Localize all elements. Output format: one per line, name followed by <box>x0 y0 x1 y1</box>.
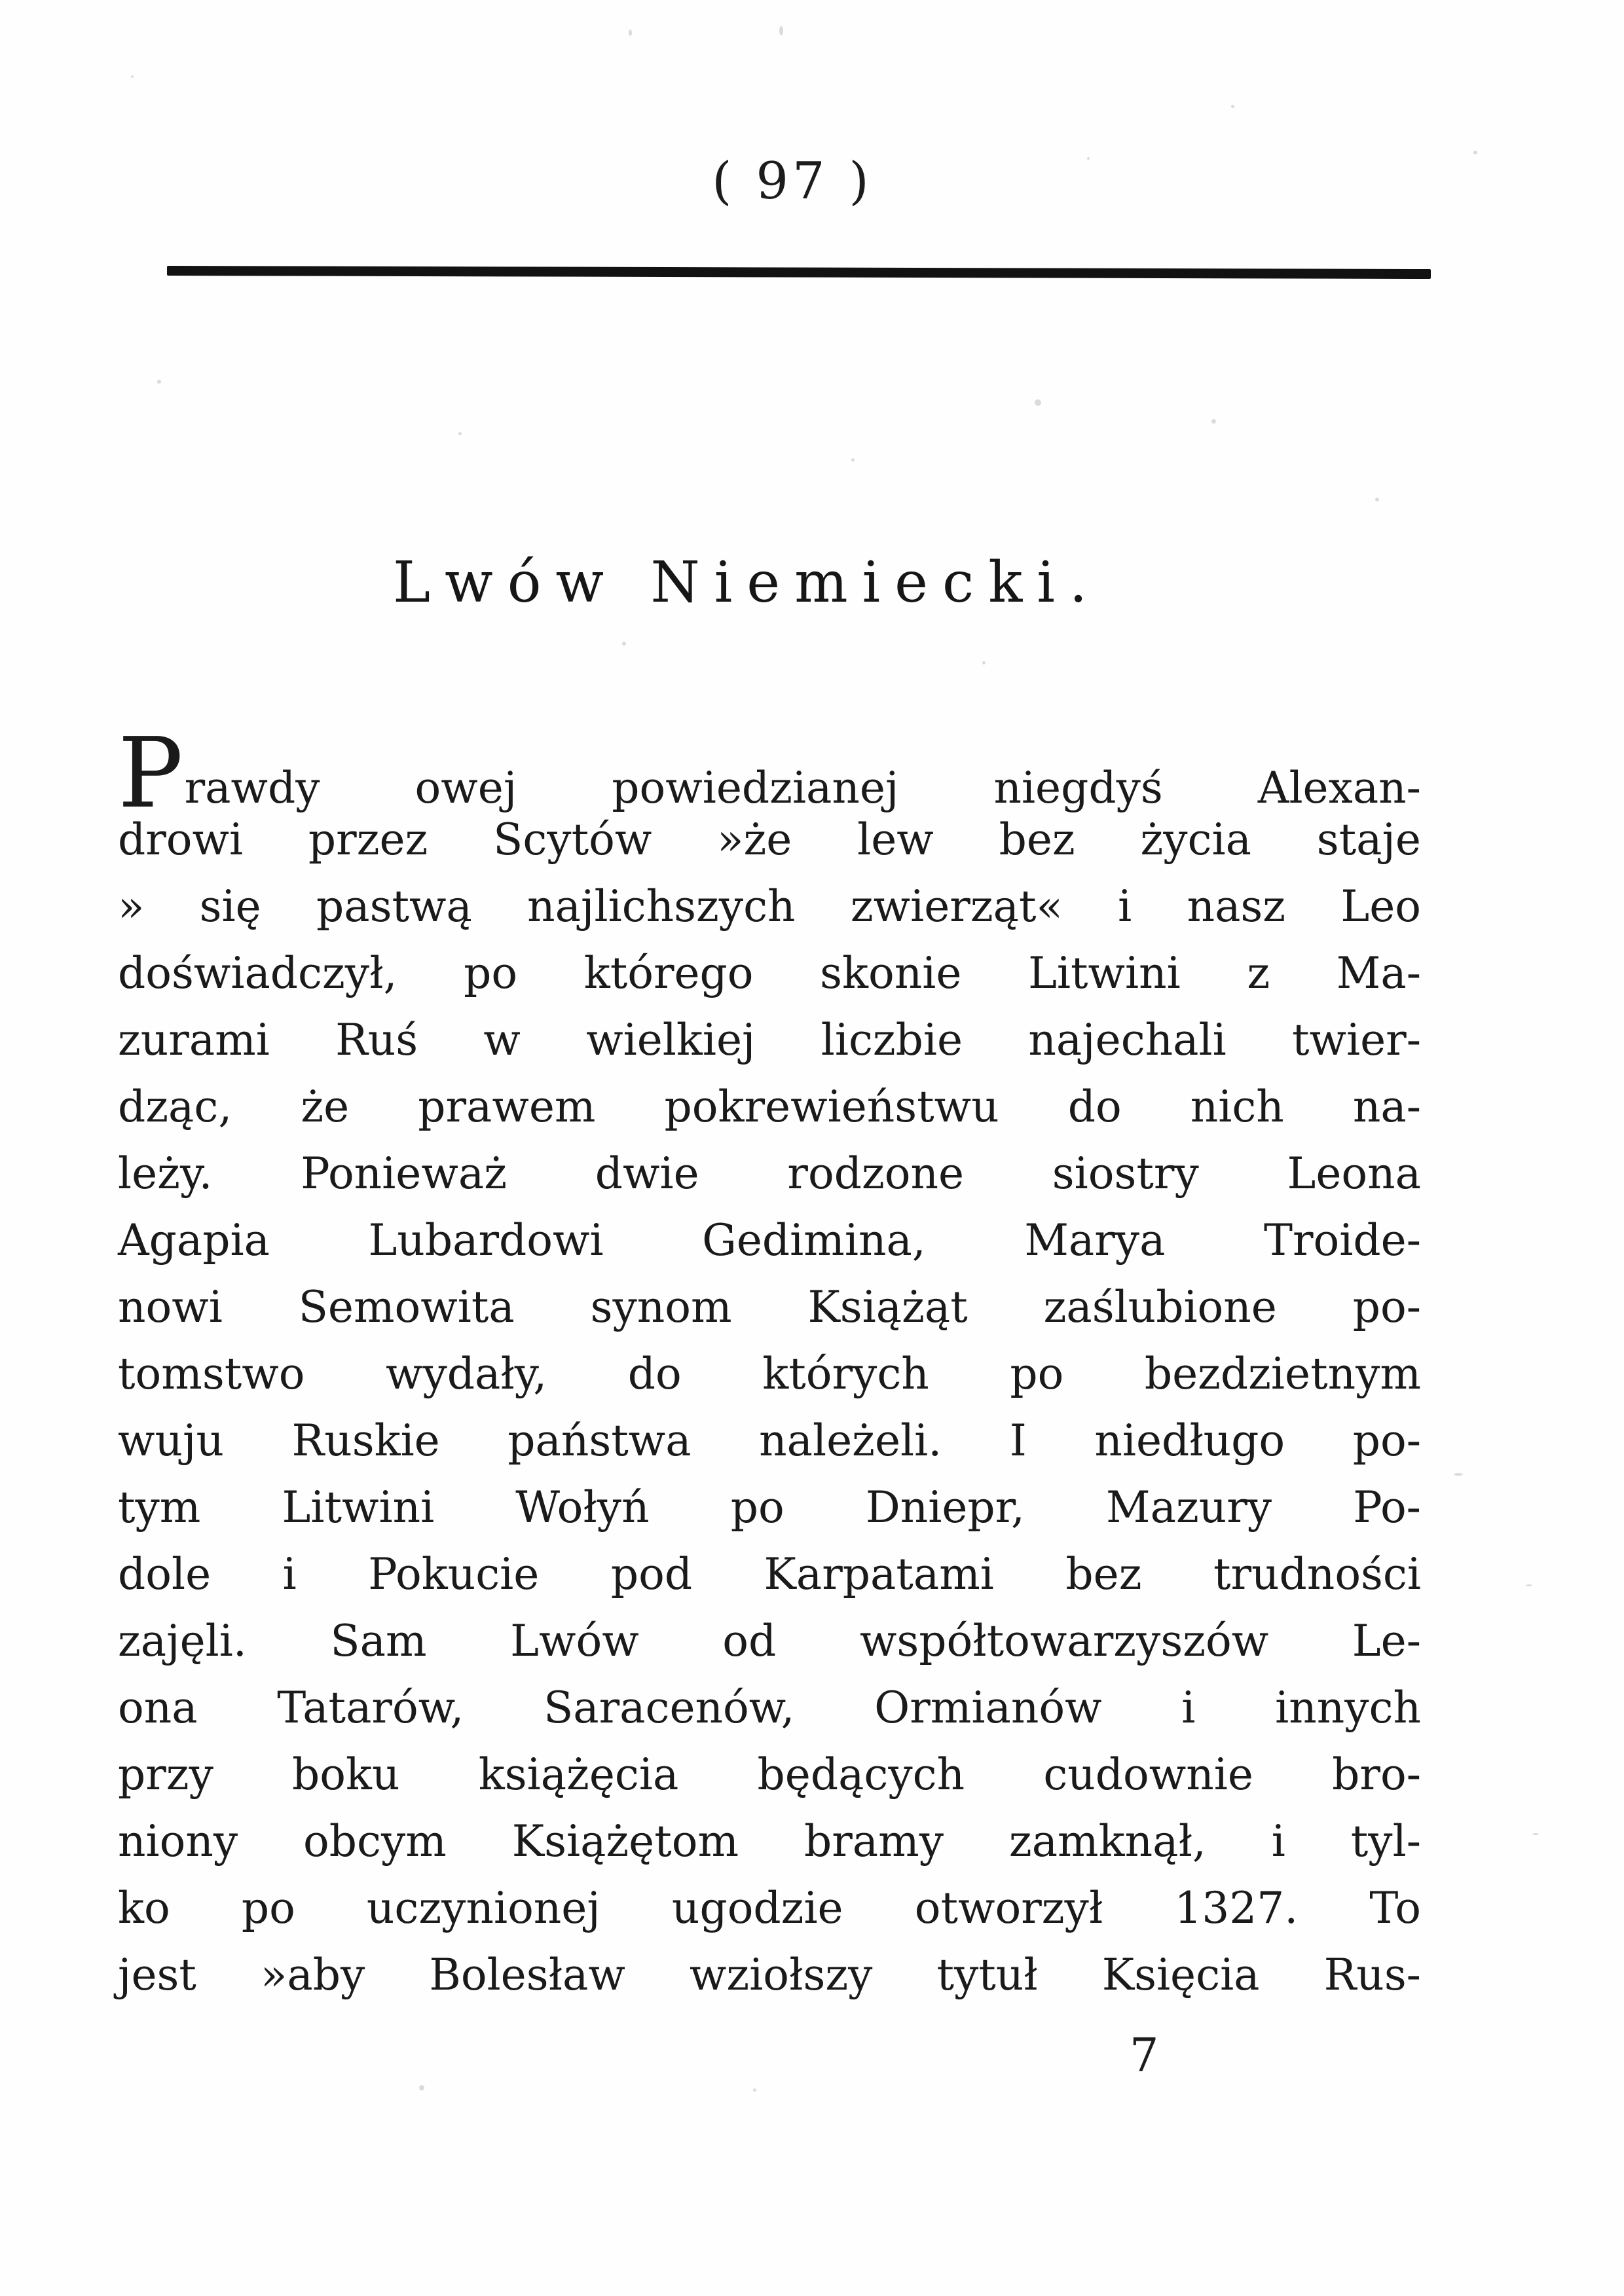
text-line: zajęli. Sam Lwów od współtowarzyszów Le- <box>118 1616 1421 1666</box>
text-line <box>118 717 1421 829</box>
chapter-title: Lwów Niemiecki. <box>393 550 1102 615</box>
text-line: drowi przez Scytów »że lew bez życia staje <box>118 814 1421 865</box>
text-line: wuju Ruskie państwa należeli. I niedługo po- <box>118 1415 1421 1466</box>
text-line: » się pastwą najlichszych zwierząt« i nasz Leo <box>118 881 1421 932</box>
text-line: zurami Ruś w wielkiej liczbie najechali twier- <box>118 1015 1421 1065</box>
page-number: ( 97 ) <box>712 152 873 211</box>
text-line: tym Litwini Wołyń po Dniepr, Mazury Po- <box>118 1482 1421 1533</box>
body-paragraph <box>118 717 1421 2009</box>
text-line: jest »aby Bolesław wziołszy tytuł Księcia Rus- <box>118 1950 1421 2000</box>
text-line: tomstwo wydały, do których po bezdzietnym <box>118 1349 1421 1399</box>
text-line: leży. Ponieważ dwie rodzone siostry Leona <box>118 1148 1421 1199</box>
text-line: przy boku książęcia będących cudownie bro- <box>118 1749 1421 1800</box>
text-line: niony obcym Książętom bramy zamknął, i tyl- <box>118 1816 1421 1867</box>
text-line: nowi Semowita synom Książąt zaślubione po- <box>118 1282 1421 1332</box>
text-line: Agapia Lubardowi Gedimina, Marya Troide- <box>118 1215 1421 1266</box>
text-line: ona Tatarów, Saracenów, Ormianów i innych <box>118 1683 1421 1733</box>
text-line: doświadczył, po którego skonie Litwini z Ma- <box>118 948 1421 998</box>
signature-mark: 7 <box>1130 2028 1159 2082</box>
drop-cap: P <box>118 717 183 829</box>
header-rule <box>167 266 1431 279</box>
text-line: dząc, że prawem pokrewieństwu do nich na- <box>118 1082 1421 1132</box>
text-line-content: rawdy owej powiedzianej niegdyś Alexan- <box>184 763 1421 813</box>
text-line: ko po uczynionej ugodzie otworzył 1327. To <box>118 1883 1421 1933</box>
text-line: dole i Pokucie pod Karpatami bez trudności <box>118 1549 1421 1599</box>
